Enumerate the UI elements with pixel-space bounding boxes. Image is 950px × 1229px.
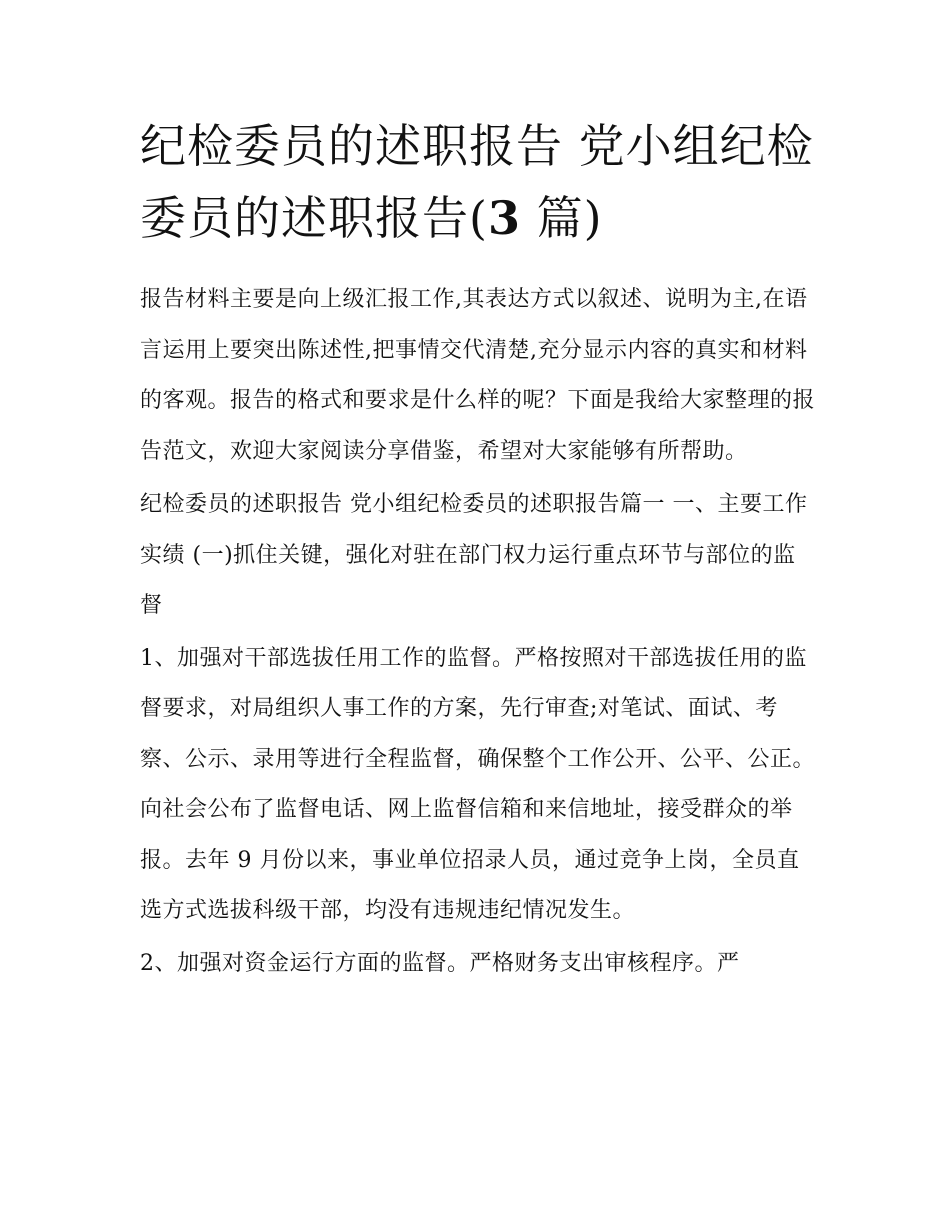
item-2-paragraph: 2、加强对资金运行方面的监督。严格财务支出审核程序。严 — [140, 950, 740, 976]
item-1-paragraph: 1、加强对干部选拔任用工作的监督。严格按照对干部选拔任用的监督要求，对局组织人事工作的方案，先行审查;对笔试、面试、考察、公示、录用等进行全程监督，确保整个工作公开、公平、公正。向社会公布了监督电话、网上监督信箱和来信地址，接受群众的举报。去年 9 月份以来，事业单位招录人员，通过竞争上岗，全员直选方式选拔科级干部，均没有违规违纪情况发生。 — [140, 645, 816, 923]
title-text-2: 篇) — [520, 191, 603, 245]
title-text-1: 纪检委员的述职报告 党小组纪检委员的述职报告( — [140, 119, 814, 245]
intro-paragraph: 报告材料主要是向上级汇报工作,其表达方式以叙述、说明为主,在语言运用上要突出陈述性,把事情交代清楚,充分显示内容的真实和材料的客观。报告的格式和要求是什么样的呢？下面是我给大家整理的报告范文，欢迎大家阅读分享借鉴，希望对大家能够有所帮助。 — [140, 287, 816, 464]
section-heading-paragraph: 纪检委员的述职报告 党小组纪检委员的述职报告篇一 一、主要工作实绩 (一)抓住关键，强化对驻在部门权力运行重点环节与部位的监督 — [140, 492, 808, 618]
title-number: 3 — [487, 191, 521, 245]
document-body — [140, 275, 815, 989]
document-title — [140, 110, 820, 254]
